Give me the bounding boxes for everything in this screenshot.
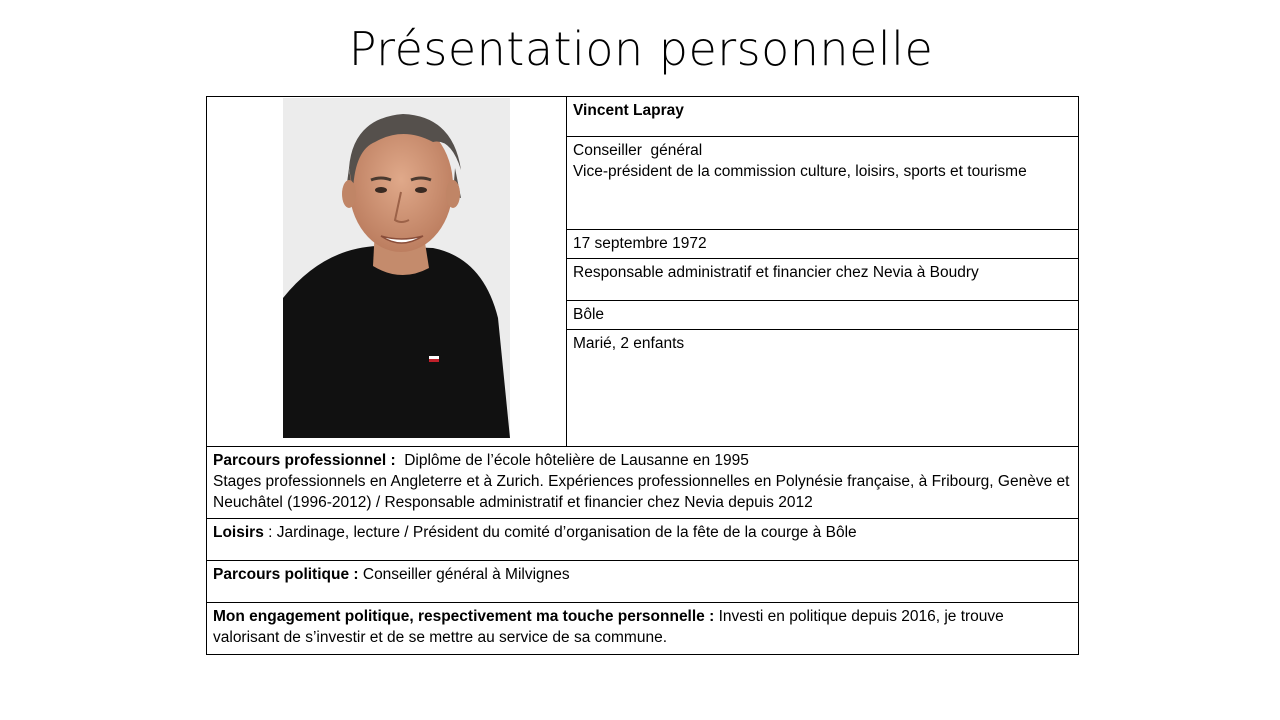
engagement-text: Investi en politique depuis 2016, je trouve valorisant de s’investir et de se mettre au service de sa commune. bbox=[213, 608, 1004, 646]
occupation-cell bbox=[567, 259, 1079, 301]
family-status: Marié, 2 enfants bbox=[573, 335, 685, 352]
engagement-cell bbox=[207, 603, 1079, 655]
engagement-label: Mon engagement politique, respectivement ma touche personnelle : bbox=[213, 608, 715, 625]
parcours-pro-line1: Diplôme de l’école hôtelière de Lausanne en 1995 bbox=[395, 452, 749, 469]
person-name: Vincent Lapray bbox=[573, 102, 684, 119]
occupation: Responsable administratif et financier chez Nevia à Boudry bbox=[573, 264, 979, 281]
parcours-pol-label: Parcours politique : bbox=[213, 566, 359, 583]
parcours-pro-cell bbox=[207, 447, 1079, 519]
loisirs-cell bbox=[207, 519, 1079, 561]
person-portrait-icon bbox=[283, 98, 510, 438]
loisirs-text: : Jardinage, lecture / Président du comité d’organisation de la fête de la courge à Bôle bbox=[263, 524, 857, 541]
photo-cell bbox=[207, 97, 567, 447]
parcours-pro-line2: Stages professionnels en Angleterre et à Zurich. Expériences professionnelles en Polynésie française, à Fribourg, Genève et Neuchâtel (1996-2012) / Responsable administratif et financier chez Nevia depuis 2012 bbox=[213, 473, 1070, 511]
page-title: Présentation personnelle bbox=[348, 22, 934, 76]
residence: Bôle bbox=[573, 306, 605, 323]
parcours-pol-text: Conseiller général à Milvignes bbox=[358, 566, 570, 583]
role-line-2: Vice-président de la commission culture, loisirs, sports et tourisme bbox=[573, 163, 1027, 180]
role-line-1: Conseiller général bbox=[573, 142, 703, 159]
family-cell bbox=[567, 330, 1079, 447]
name-cell bbox=[567, 97, 1079, 137]
residence-cell bbox=[567, 301, 1079, 330]
profile-table bbox=[206, 96, 1079, 655]
loisirs-label: Loisirs bbox=[213, 524, 264, 541]
parcours-pro-label: Parcours professionnel : bbox=[213, 452, 396, 469]
birthdate-cell bbox=[567, 230, 1079, 259]
birthdate: 17 septembre 1972 bbox=[573, 235, 707, 252]
role-cell bbox=[567, 137, 1079, 230]
parcours-pol-cell bbox=[207, 561, 1079, 603]
